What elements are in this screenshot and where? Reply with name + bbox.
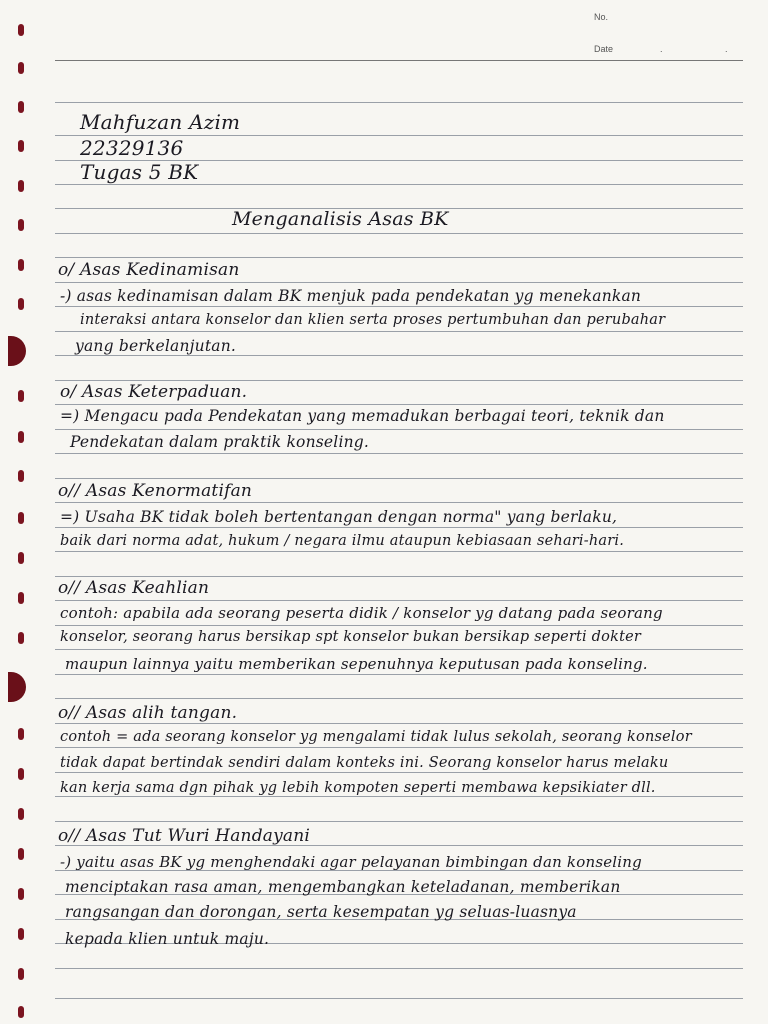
ruled-line	[55, 723, 743, 724]
ruled-line	[55, 429, 743, 430]
section-line: kepada klien untuk maju.	[65, 930, 270, 948]
binder-hole	[18, 140, 24, 152]
ruled-line	[55, 649, 743, 650]
ruled-line	[55, 453, 743, 454]
ruled-line	[55, 968, 743, 969]
page-title: Menganalisis Asas BK	[232, 208, 449, 230]
binder-hole	[18, 592, 24, 604]
no-label: No.	[594, 12, 609, 22]
section-line: =) Usaha BK tidak boleh bertentangan dengan norma" yang berlaku,	[60, 508, 618, 526]
binder-hole	[18, 632, 24, 644]
date-dots: . .	[660, 44, 758, 54]
section-line: menciptakan rasa aman, mengembangkan keteladanan, memberikan	[65, 878, 621, 896]
binder-hole	[18, 431, 24, 443]
ruled-line	[55, 184, 743, 185]
assignment-label: Tugas 5 BK	[80, 160, 199, 184]
binder-hole	[18, 888, 24, 900]
ruled-line	[55, 576, 743, 577]
binder-hole	[8, 672, 26, 702]
ruled-line	[55, 821, 743, 822]
section-heading: o/ Asas Keterpaduan.	[60, 382, 248, 402]
section-line: -) yaitu asas BK yg menghendaki agar pelayanan bimbingan dan konseling	[60, 853, 642, 871]
binder-hole	[18, 512, 24, 524]
ruled-line	[55, 331, 743, 332]
binder-hole	[18, 390, 24, 402]
ruled-line	[55, 998, 743, 999]
student-name: Mahfuzan Azim	[80, 110, 241, 134]
binder-hole	[18, 180, 24, 192]
student-id: 22329136	[80, 136, 184, 160]
section-line: maupun lainnya yaitu memberikan sepenuhnya keputusan pada konseling.	[65, 655, 648, 673]
binder-hole	[18, 1006, 24, 1018]
ruled-line	[55, 380, 743, 381]
binder-hole	[18, 259, 24, 271]
ruled-line	[55, 355, 743, 356]
section-line: rangsangan dan dorongan, serta kesempatan yg seluas-luasnya	[65, 903, 577, 921]
section-heading: o/ Asas Kedinamisan	[58, 260, 240, 280]
binder-hole	[18, 219, 24, 231]
section-line: contoh = ada seorang konselor yg mengalami tidak lulus sekolah, seorang konselor	[60, 729, 692, 745]
ruled-line	[55, 233, 743, 234]
ruled-line	[55, 772, 743, 773]
ruled-line	[55, 282, 743, 283]
binder-hole	[18, 928, 24, 940]
binder-hole	[8, 336, 26, 366]
ruled-line	[55, 625, 743, 626]
ruled-line	[55, 527, 743, 528]
section-heading: o// Asas alih tangan.	[58, 703, 238, 723]
binder-hole	[18, 848, 24, 860]
ruled-line	[55, 404, 743, 405]
ruled-line	[55, 600, 743, 601]
section-line: yang berkelanjutan.	[75, 337, 237, 355]
ruled-line	[55, 796, 743, 797]
section-heading: o// Asas Kenormatifan	[58, 481, 253, 501]
ruled-line	[55, 102, 743, 103]
section-line: -) asas kedinamisan dalam BK menjuk pada pendekatan yg menekankan	[60, 287, 642, 305]
ruled-line	[55, 674, 743, 675]
ruled-line	[55, 306, 743, 307]
ruled-line	[55, 257, 743, 258]
binder-hole	[18, 552, 24, 564]
section-line: Pendekatan dalam praktik konseling.	[70, 433, 370, 451]
ruled-line	[55, 551, 743, 552]
section-line: contoh: apabila ada seorang peserta didik / konselor yg datang pada seorang	[60, 604, 663, 622]
binder-hole	[18, 808, 24, 820]
header-rule	[55, 60, 743, 61]
binder-hole	[18, 298, 24, 310]
binder-hole	[18, 24, 24, 36]
section-heading: o// Asas Tut Wuri Handayani	[58, 826, 311, 846]
binder-hole	[18, 768, 24, 780]
ruled-line	[55, 698, 743, 699]
ruled-line	[55, 502, 743, 503]
date-label: Date	[594, 44, 614, 54]
section-heading: o// Asas Keahlian	[58, 578, 210, 598]
binder-hole	[18, 470, 24, 482]
section-line: =) Mengacu pada Pendekatan yang memadukan berbagai teori, teknik dan	[60, 407, 665, 425]
section-line: kan kerja sama dgn pihak yg lebih kompoten seperti membawa kepsikiater dll.	[60, 780, 656, 796]
binder-hole	[18, 968, 24, 980]
section-line: tidak dapat bertindak sendiri dalam konteks ini. Seorang konselor harus melaku	[60, 755, 669, 771]
binder-hole	[18, 728, 24, 740]
ruled-line	[55, 747, 743, 748]
binder-hole	[18, 101, 24, 113]
section-line: baik dari norma adat, hukum / negara ilmu ataupun kebiasaan sehari-hari.	[60, 533, 625, 549]
binder-hole	[18, 62, 24, 74]
ruled-line	[55, 478, 743, 479]
section-line: interaksi antara konselor dan klien serta proses pertumbuhan dan perubahar	[80, 312, 666, 328]
section-line: konselor, seorang harus bersikap spt konselor bukan bersikap seperti dokter	[60, 629, 642, 645]
